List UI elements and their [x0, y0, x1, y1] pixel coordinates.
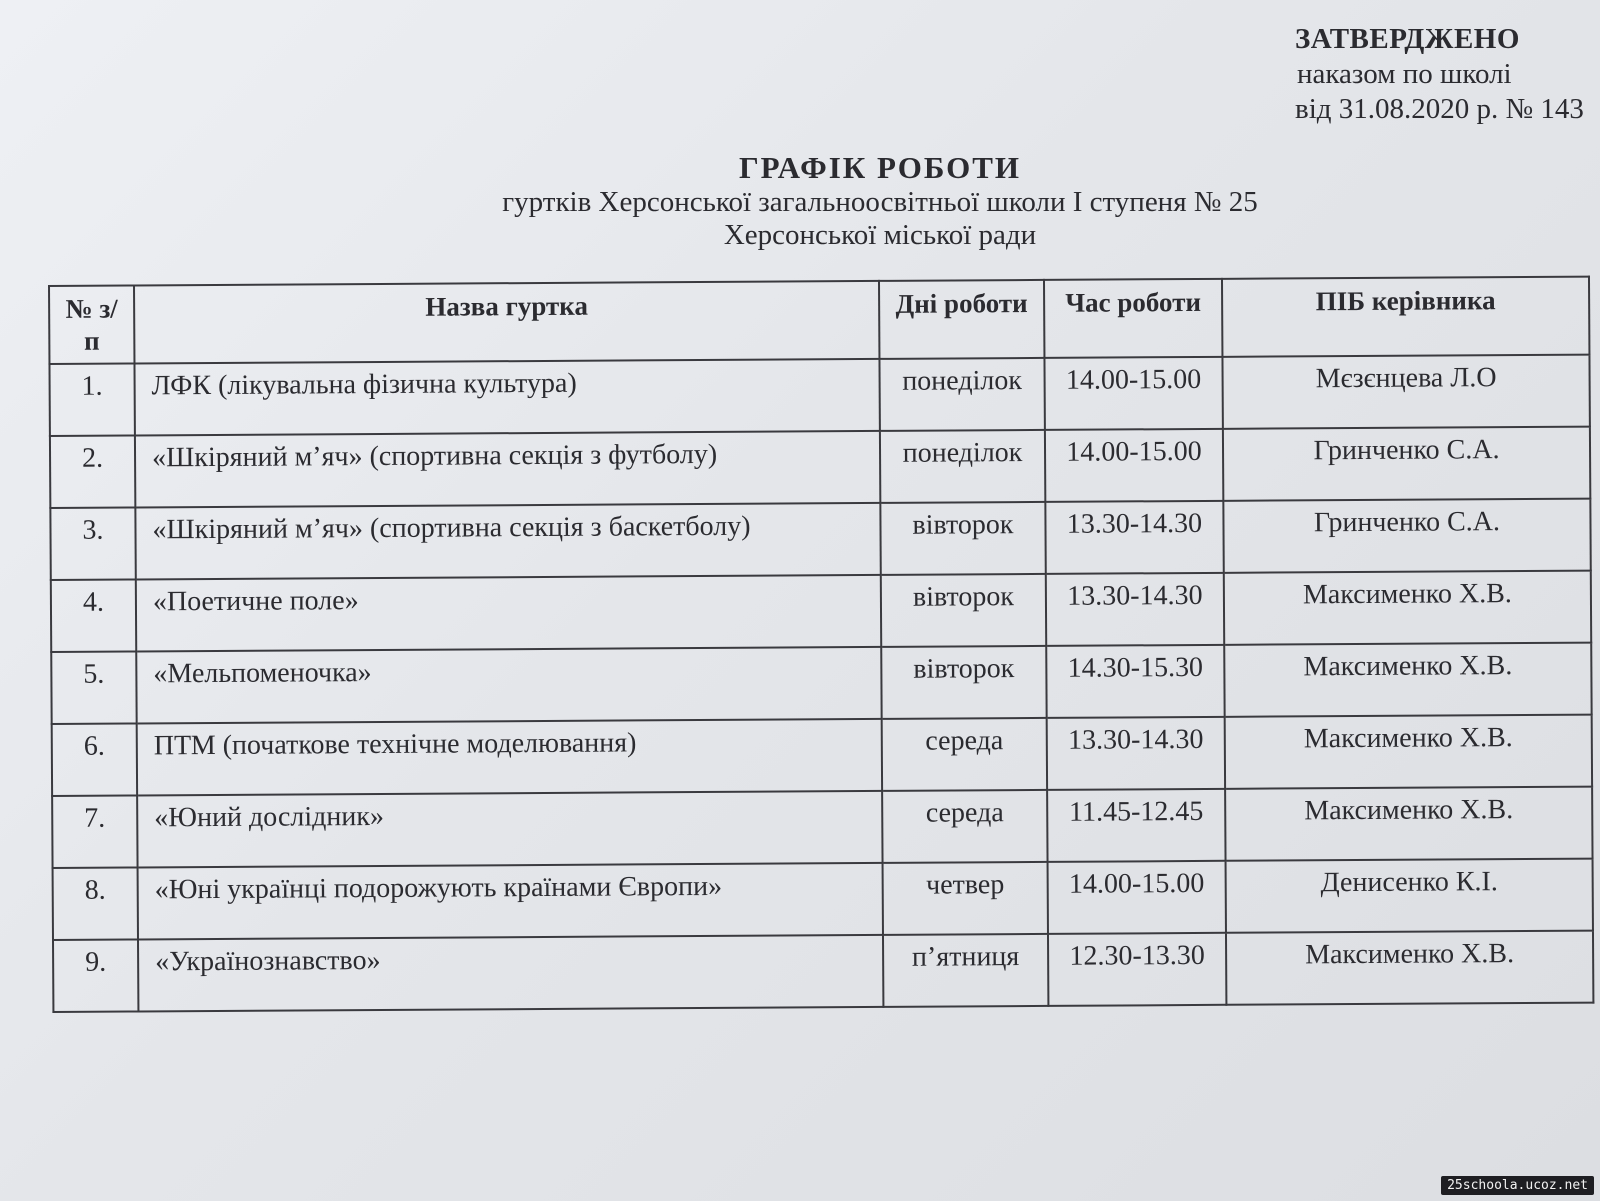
approval-heading: ЗАТВЕРДЖЕНО	[1295, 23, 1520, 55]
cell-time: 13.30-14.30	[1046, 573, 1224, 646]
cell-head: Максименко Х.В.	[1225, 715, 1592, 789]
cell-num: 6.	[52, 723, 137, 796]
cell-head: Максименко Х.В.	[1224, 643, 1591, 717]
schedule-table	[48, 276, 1594, 1013]
header-time: Час роботи	[1044, 279, 1222, 358]
cell-name: ПТМ (початкове технічне моделювання)	[137, 719, 882, 796]
header-head: ПІБ керівника	[1222, 277, 1589, 357]
approval-stamp	[1295, 22, 1595, 127]
cell-time: 12.30-13.30	[1048, 933, 1226, 1006]
cell-head: Денисенко К.І.	[1226, 859, 1593, 933]
table-row	[49, 355, 1589, 436]
table-row	[50, 499, 1590, 580]
cell-day: середа	[882, 718, 1047, 791]
cell-head: Гринченко С.А.	[1223, 499, 1590, 573]
cell-name: «Шкіряний м’яч» (спортивна секція з футболу)	[135, 431, 880, 508]
cell-day: вівторок	[880, 502, 1045, 575]
cell-name: ЛФК (лікувальна фізична культура)	[134, 359, 879, 436]
cell-name: «Шкіряний м’яч» (спортивна секція з баскетболу)	[135, 503, 880, 580]
cell-num: 8.	[53, 867, 138, 940]
cell-time: 13.30-14.30	[1047, 717, 1225, 790]
cell-day: четвер	[883, 862, 1048, 935]
cell-num: 2.	[50, 435, 135, 508]
cell-name: «Поетичне поле»	[136, 575, 881, 652]
document-subtitle-1: гуртків Херсонської загальноосвітньої школи І ступеня № 25	[502, 186, 1258, 218]
cell-day: понеділок	[879, 358, 1044, 431]
cell-name: «Юний дослідник»	[137, 791, 882, 868]
cell-head: Максименко Х.В.	[1226, 931, 1593, 1005]
table-row	[52, 787, 1592, 868]
cell-day: вівторок	[881, 574, 1046, 647]
approval-order-line: наказом по школі	[1297, 58, 1512, 90]
cell-head: Максименко Х.В.	[1225, 787, 1592, 861]
cell-time: 14.00-15.00	[1048, 861, 1226, 934]
cell-day: п’ятниця	[883, 934, 1048, 1007]
cell-num: 1.	[49, 363, 134, 436]
cell-time: 14.00-15.00	[1044, 357, 1222, 430]
cell-num: 5.	[51, 651, 136, 724]
cell-num: 4.	[51, 579, 136, 652]
table-row	[53, 859, 1593, 940]
table-row	[51, 643, 1591, 724]
header-num: № з/п	[49, 285, 134, 364]
table-row	[53, 931, 1593, 1012]
schedule-table-wrapper	[48, 276, 1592, 1013]
cell-head: Мєзєнцева Л.О	[1222, 355, 1589, 429]
site-watermark: 25schoola.ucoz.net	[1441, 1176, 1594, 1195]
table-header-row	[49, 277, 1589, 364]
cell-time: 14.00-15.00	[1045, 429, 1223, 502]
cell-name: «Юні українці подорожують країнами Європи»	[138, 863, 883, 940]
document-title: ГРАФІК РОБОТИ	[738, 150, 1022, 185]
cell-num: 3.	[50, 507, 135, 580]
cell-name: «Мельпоменочка»	[136, 647, 881, 724]
cell-time: 11.45-12.45	[1047, 789, 1225, 862]
cell-head: Максименко Х.В.	[1224, 571, 1591, 645]
cell-day: понеділок	[880, 430, 1045, 503]
cell-day: середа	[882, 790, 1047, 863]
approval-date-line: від 31.08.2020 р. № 143	[1295, 93, 1584, 125]
header-name: Назва гуртка	[134, 281, 879, 364]
table-row	[51, 571, 1591, 652]
table-row	[52, 715, 1592, 796]
cell-name: «Українознавство»	[138, 935, 883, 1012]
header-days: Дні роботи	[879, 280, 1044, 359]
cell-num: 9.	[53, 939, 138, 1012]
table-row	[50, 427, 1590, 508]
title-block	[430, 150, 1330, 252]
document-subtitle-2: Херсонської міської ради	[723, 219, 1037, 251]
cell-time: 13.30-14.30	[1045, 501, 1223, 574]
cell-day: вівторок	[881, 646, 1046, 719]
cell-time: 14.30-15.30	[1046, 645, 1224, 718]
cell-head: Гринченко С.А.	[1223, 427, 1590, 501]
cell-num: 7.	[52, 795, 137, 868]
